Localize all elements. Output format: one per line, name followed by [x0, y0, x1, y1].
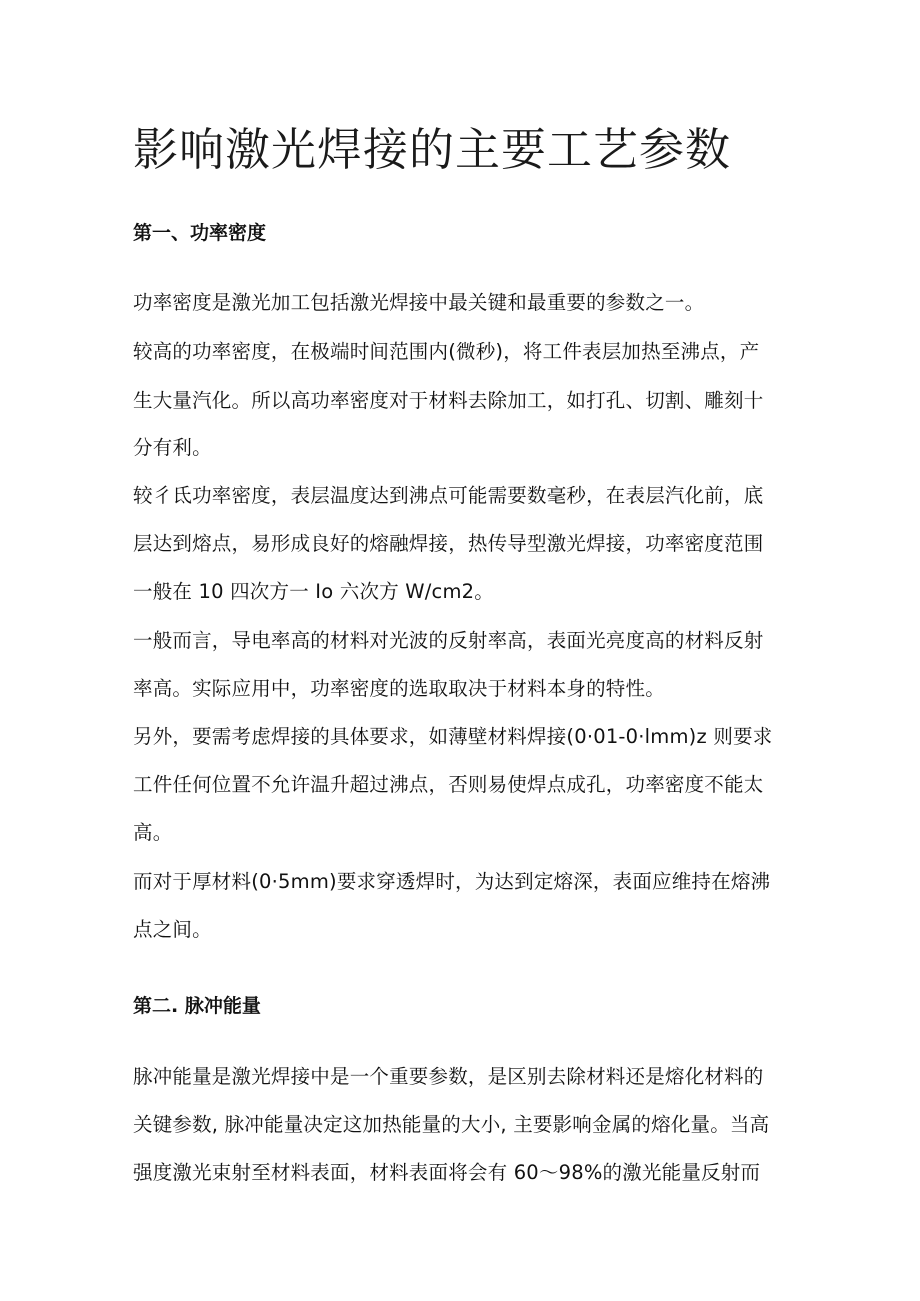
paragraph-line: 层达到熔点，易形成良好的熔融焊接，热传导型激光焊接，功率密度范围 [133, 532, 764, 555]
document-title: 影响激光焊接的主要工艺参数 [133, 123, 732, 176]
section-heading-power-density: 第一、功率密度 [133, 222, 267, 244]
paragraph-line: 高。 [133, 821, 173, 844]
paragraph-line: 生大量汽化。所以高功率密度对于材料去除加工，如打孔、切割、雕刻十 [133, 389, 764, 412]
paragraph-line: 另外，要需考虑焊接的具体要求，如薄壁材料焊接(0·01-0·lmm)z 则要求 [133, 725, 773, 748]
paragraph-line: 较彳氐功率密度，表层温度达到沸点可能需要数毫秒，在表层汽化前，底 [133, 484, 764, 507]
paragraph-line: 点之间。 [133, 918, 212, 941]
section-heading-pulse-energy: 第二. 脉冲能量 [133, 995, 261, 1017]
paragraph-line: 强度激光束射至材料表面，材料表面将会有 60～98%的激光能量反射而 [133, 1161, 761, 1184]
paragraph-line: 一般而言，导电率高的材料对光波的反射率高，表面光亮度高的材料反射 [133, 629, 764, 652]
paragraph-line: 功率密度是激光加工包括激光焊接中最关键和最重要的参数之一。 [133, 291, 705, 314]
paragraph-line: 工件任何位置不允许温升超过沸点，否则易使焊点成孔，功率密度不能太 [133, 773, 764, 796]
paragraph-line: 一般在 10 四次方一 Io 六次方 W/cm2。 [133, 580, 494, 603]
paragraph-line: 脉冲能量是激光焊接中是一个重要参数，是区别去除材料还是熔化材料的 [133, 1065, 764, 1088]
paragraph-line: 而对于厚材料(0·5mm)要求穿透焊时，为达到定熔深，表面应维持在熔沸 [133, 870, 771, 893]
paragraph-line: 较高的功率密度，在极端时间范围内(微秒)，将工件表层加热至沸点，产 [133, 340, 760, 363]
paragraph-line: 率高。实际应用中，功率密度的选取取决于材料本身的特性。 [133, 677, 665, 700]
paragraph-line: 分有利。 [133, 436, 212, 459]
paragraph-line: 关键参数, 脉冲能量决定这加热能量的大小, 主要影响金属的熔化量。当高 [133, 1113, 770, 1136]
